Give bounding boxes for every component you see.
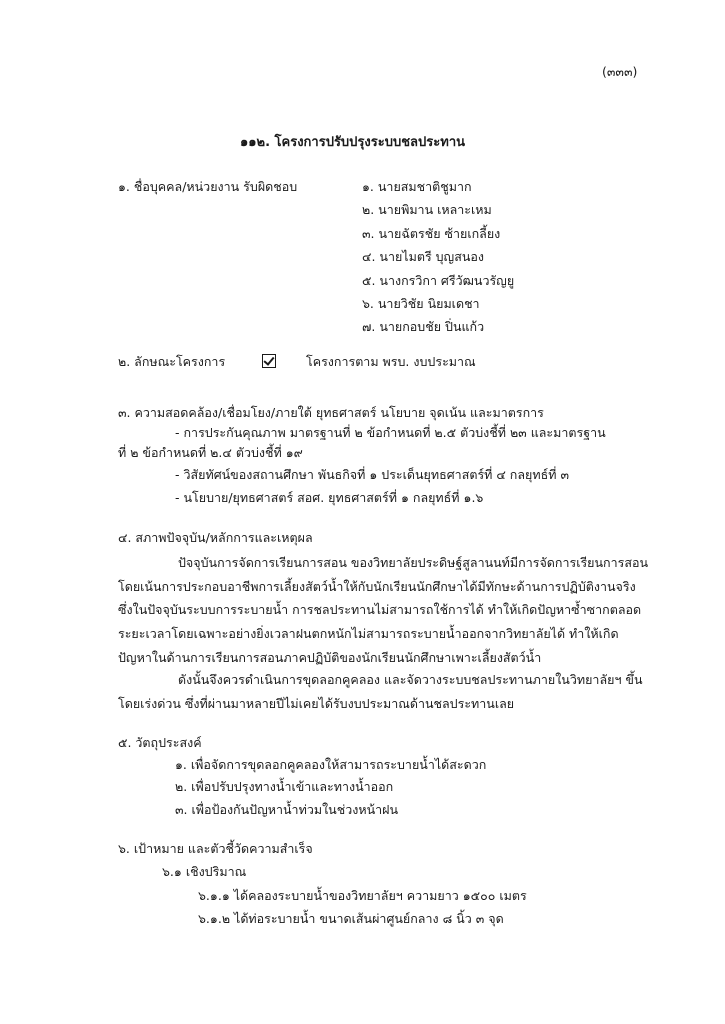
rationale-line-3: ซึ่งในปัจจุบันระบบการระบายน้ำ การชลประทานไม่สามารถใช้การได้ ทำให้เกิดปัญหาซ้ำซากตลอด: [118, 602, 642, 617]
checkbox-checked-icon: [262, 354, 276, 368]
section-6-1-heading: ๖.๑ เชิงปริมาณ: [162, 864, 247, 879]
person-2: ๒. นายพิมาน เหลาะเหม: [362, 202, 492, 217]
rationale-line-5: ปัญหาในด้านการเรียนการสอนภาคปฏิบัติของนักเรียนนักศึกษาเพาะเลี้ยงสัตว์น้ำ: [118, 650, 542, 665]
person-7: ๗. นายกอบชัย ปิ่นแก้ว: [362, 319, 485, 334]
section-1-heading: ๑. ชื่อบุคคล/หน่วยงาน รับผิดชอบ: [118, 179, 298, 194]
rationale-line-2: โดยเน้นการประกอบอาชีพการเลี้ยงสัตว์น้ำให้กับนักเรียนนักศึกษาได้มีทักษะด้านการปฏิบัติงานจริง: [118, 579, 636, 594]
rationale-line-4: ระยะเวลาโดยเฉพาะอย่างยิ่งเวลาฝนตกหนักไม่สามารถระบายน้ำออกจากวิทยาลัยได้ ทำให้เกิด: [118, 626, 619, 641]
rationale-line-1: ปัจจุบันการจัดการเรียนการสอน ของวิทยาลัยประดิษฐ์สูลานนท์มีการจัดการเรียนการสอน: [178, 555, 649, 570]
section-4-heading: ๔. สภาพปัจจุบัน/หลักการและเหตุผล: [118, 530, 313, 545]
project-title: ๑๑๒. โครงการปรับปรุงระบบชลประทาน: [240, 135, 465, 150]
objective-2: ๒. เพื่อปรับปรุงทางน้ำเข้าและทางน้ำออก: [175, 779, 394, 794]
person-3: ๓. นายฉัตรชัย ซ้ายเกลี้ยง: [362, 226, 501, 241]
target-6-1-2: ๖.๑.๒ ได้ท่อระบายน้ำ ขนาดเส้นผ่าศูนย์กลาง ๘ นิ้ว ๓ จุด: [198, 911, 504, 926]
objective-3: ๓. เพื่อป้องกันปัญหาน้ำท่วมในช่วงหน้าฝน: [175, 802, 399, 817]
section-6-heading: ๖. เป้าหมาย และตัวชี้วัดความสำเร็จ: [118, 841, 313, 856]
alignment-line-4: - นโยบาย/ยุทธศาสตร์ สอศ. ยุทธศาสตร์ที่ ๑ กลยุทธ์ที่ ๑.๖: [175, 490, 484, 505]
section-3-heading: ๓. ความสอดคล้อง/เชื่อมโยง/ภายใต้ ยุทธศาสตร์ นโยบาย จุดเน้น และมาตรการ: [118, 405, 544, 420]
rationale-line-6: ดังนั้นจึงควรดำเนินการขุดลอกคูคลอง และจัดวางระบบชลประทานภายในวิทยาลัยฯ ขึ้น: [178, 672, 643, 687]
page-number: (๓๓๓): [602, 64, 638, 79]
section-5-heading: ๕. วัตถุประสงค์: [118, 735, 202, 750]
alignment-line-3: - วิสัยทัศน์ของสถานศึกษา พันธกิจที่ ๑ ประเด็นยุทธศาสตร์ที่ ๔ กลยุทธ์ที่ ๓: [175, 467, 569, 482]
objective-1: ๑. เพื่อจัดการขุดลอกคูคลองให้สามารถระบายน้ำได้สะดวก: [175, 757, 487, 772]
project-type-option: โครงการตาม พรบ. งบประมาณ: [306, 354, 476, 369]
section-2-heading: ๒. ลักษณะโครงการ: [118, 354, 226, 369]
person-1: ๑. นายสมชาติชูมาก: [362, 179, 472, 194]
person-6: ๖. นายวิชัย นิยมเดชา: [362, 296, 480, 311]
rationale-line-7: โดยเร่งด่วน ซึ่งที่ผ่านมาหลายปีไม่เคยได้รับงบประมาณด้านชลประทานเลย: [118, 696, 515, 711]
person-5: ๕. นางกรวิกา ศรีวัฒนวรัญยู: [362, 273, 515, 288]
alignment-line-1: - การประกันคุณภาพ มาตรฐานที่ ๒ ข้อกำหนดที่ ๒.๕ ตัวบ่งชี้ที่ ๒๓ และมาตรฐาน: [175, 425, 606, 440]
alignment-line-2: ที่ ๒ ข้อกำหนดที่ ๒.๔ ตัวบ่งชี้ที่ ๑๙: [118, 445, 303, 460]
target-6-1-1: ๖.๑.๑ ได้คลองระบายน้ำของวิทยาลัยฯ ความยาว ๑๕๐๐ เมตร: [198, 888, 527, 903]
person-4: ๔. นายไมตรี บุญสนอง: [362, 249, 484, 264]
